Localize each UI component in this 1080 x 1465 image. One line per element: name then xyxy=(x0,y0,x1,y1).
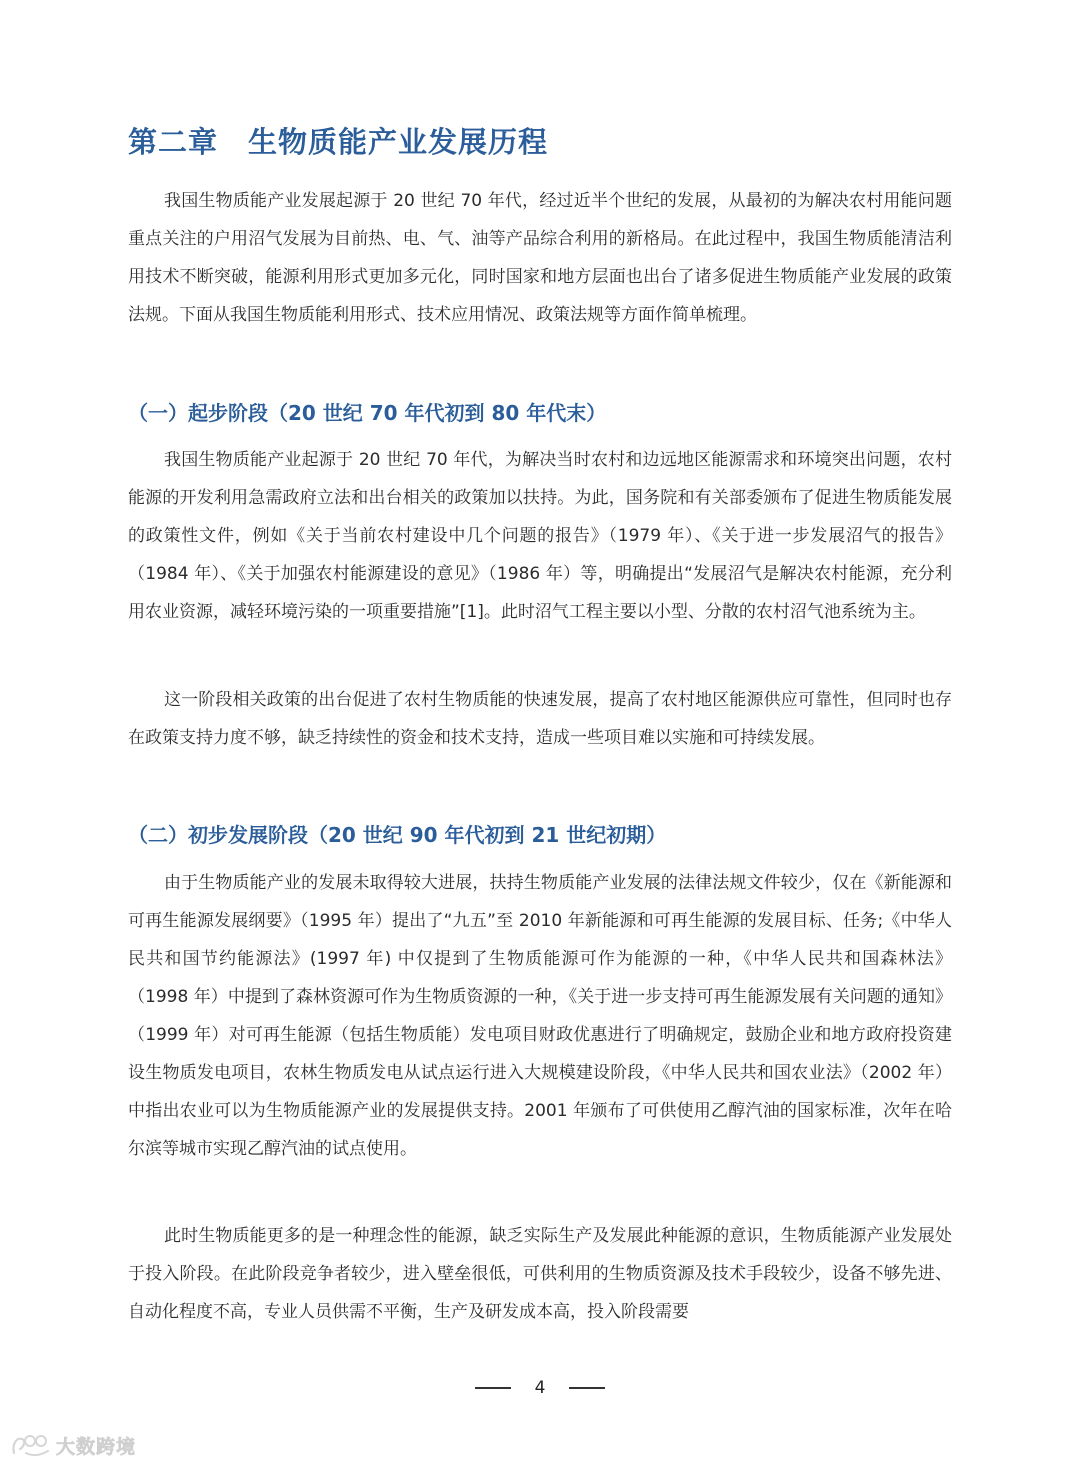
watermark xyxy=(10,1428,136,1462)
page-footer xyxy=(0,1374,1080,1402)
section-1-paragraph-1: 我国生物质能产业起源于 20 世纪 70 年代，为解决当时农村和边远地区能源需求和环境突出问题，农村能源的开发利用急需政府立法和出台相关的政策加以扶持。为此，国务院和有关部委颁布了促进生物质能发展的政策性文件，例如《关于当前农村建设中几个问题的报告》（1979 年）、《关于进一步发展沼气的报告》（1984 年）、《关于加强农村能源建设的意见》（1986 年）等，明确提出“发展沼气是解决农村能源，充分利用农业资源，减轻环境污染的一项重要措施”[1]。此时沼气工程主要以小型、分散的农村沼气池系统为主。 xyxy=(128,450,952,622)
section-1-paragraph-2: 这一阶段相关政策的出台促进了农村生物质能的快速发展，提高了农村地区能源供应可靠性，但同时也存在政策支持力度不够，缺乏持续性的资金和技术支持，造成一些项目难以实施和可持续发展。 xyxy=(128,690,952,748)
footer-rule-left xyxy=(475,1387,511,1389)
watermark-text: 大数跨境 xyxy=(56,1435,137,1458)
section-2-title: （二）初步发展阶段（20 世纪 90 年代初到 21 世纪初期） xyxy=(128,823,667,847)
brand-logo-icon xyxy=(10,1431,54,1459)
footer-rule-right xyxy=(569,1387,605,1389)
section-2-paragraph-1: 由于生物质能产业的发展未取得较大进展，扶持生物质能产业发展的法律法规文件较少，仅在《新能源和可再生能源发展纲要》（1995 年）提出了“九五”至 2010 年新能源和可再生能源的发展目标、任务;《中华人民共和国节约能源法》(1997 年) 中仅提到了生物质能源可作为能源的一种，《中华人民共和国森林法》（1998 年）中提到了森林资源可作为生物质资源的一种，《关于进一步支持可再生能源发展有关问题的通知》（1999 年）对可再生能源（包括生物质能）发电项目财政优惠进行了明确规定，鼓励企业和地方政府投资建设生物质发电项目，农林生物质发电从试点运行进入大规模建设阶段，《中华人民共和国农业法》（2002 年）中指出农业可以为生物质能源产业的发展提供支持。2001 年颁布了可供使用乙醇汽油的国家标准，次年在哈尔滨等城市实现乙醇汽油的试点使用。 xyxy=(128,873,952,1159)
section-1-title: （一）起步阶段（20 世纪 70 年代初到 80 年代末） xyxy=(128,401,607,425)
page-number: 4 xyxy=(534,1378,546,1398)
chapter-title: 第二章 生物质能产业发展历程 xyxy=(128,125,549,159)
section-2-paragraph-2: 此时生物质能更多的是一种理念性的能源，缺乏实际生产及发展此种能源的意识，生物质能源产业发展处于投入阶段。在此阶段竞争者较少，进入壁垒很低，可供利用的生物质资源及技术手段较少，设备不够先进、自动化程度不高，专业人员供需不平衡，生产及研发成本高，投入阶段需要 xyxy=(128,1226,952,1322)
intro-paragraph: 我国生物质能产业发展起源于 20 世纪 70 年代，经过近半个世纪的发展，从最初的为解决农村用能问题重点关注的户用沼气发展为目前热、电、气、油等产品综合利用的新格局。在此过程中，我国生物质能清洁利用技术不断突破，能源利用形式更加多元化，同时国家和地方层面也出台了诸多促进生物质能产业发展的政策法规。下面从我国生物质能利用形式、技术应用情况、政策法规等方面作简单梳理。 xyxy=(128,191,952,325)
